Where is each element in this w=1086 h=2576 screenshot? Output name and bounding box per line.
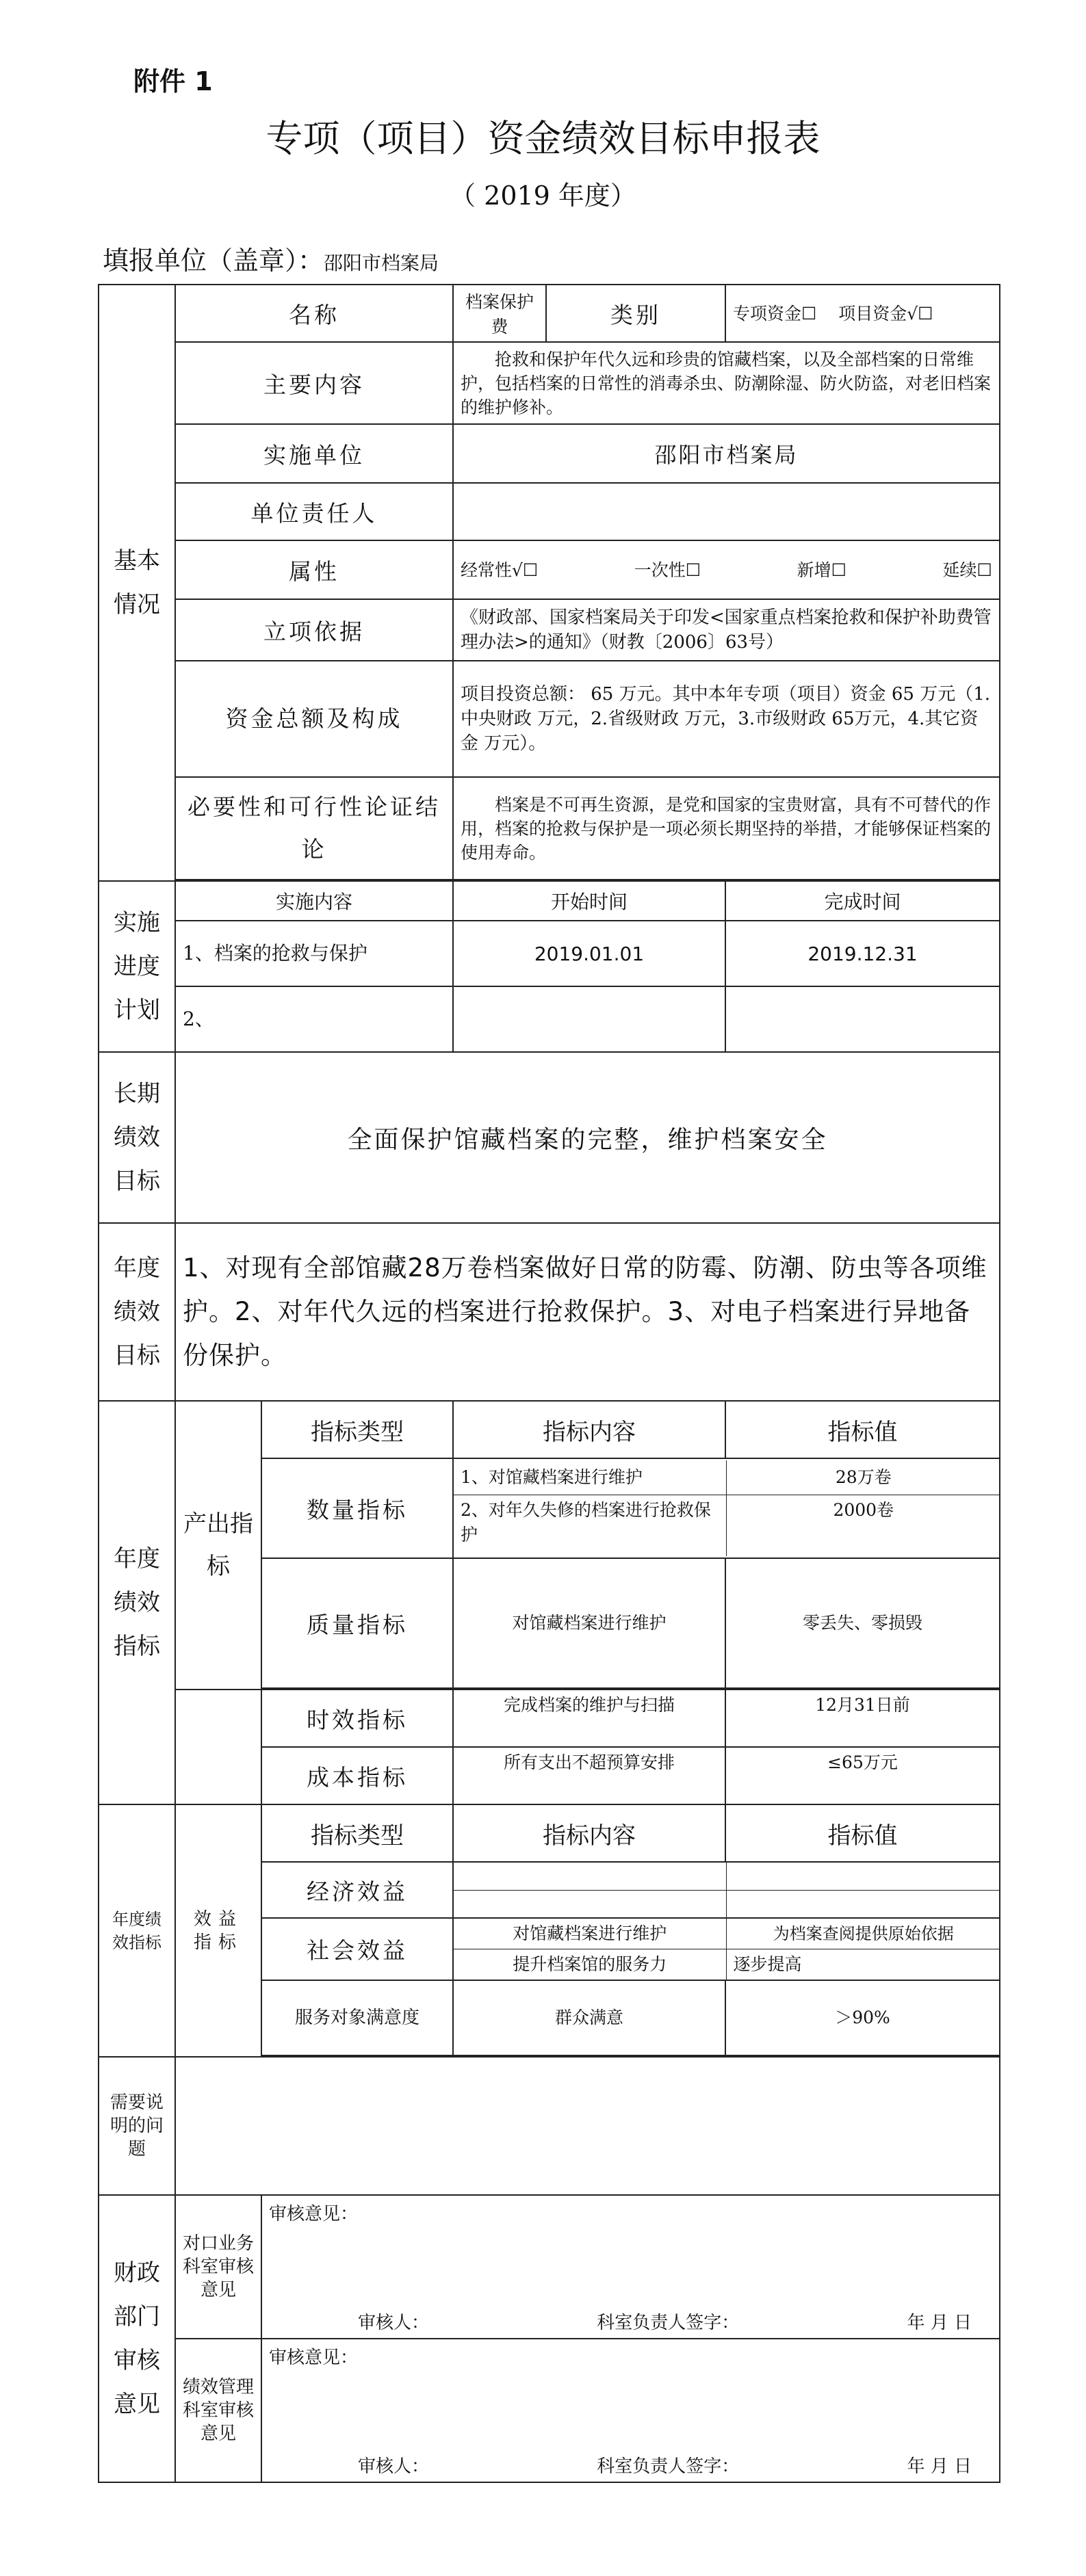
cost-value: ≤65万元	[725, 1747, 1000, 1804]
dept2-date-label: 年 月 日	[907, 2456, 972, 2477]
dept2-reviewer-label: 审核人：	[358, 2456, 430, 2477]
economic-value	[726, 1863, 1000, 1890]
content-label: 主要内容	[175, 342, 453, 424]
category-option-project: 项目资金√☐	[838, 303, 933, 324]
dept1-reviewer-label: 审核人：	[358, 2313, 430, 2333]
annual-goal-value: 1、对现有全部馆藏28万卷档案做好日常的防霉、防潮、防虫等各项维护。2、对年代久远的档案进行抢救保护。3、对电子档案进行异地备份保护。	[175, 1223, 1000, 1401]
benefit-col-content: 指标内容	[453, 1804, 725, 1862]
output-group-spacer	[175, 1690, 261, 1804]
attr-option-onetime: 一次性☐	[634, 560, 701, 580]
section-annual-goal: 年度绩效目标	[99, 1223, 175, 1401]
schedule-start: 2019.01.01	[453, 921, 725, 986]
attachment-label: 附件 1	[133, 66, 213, 96]
social-content: 对馆藏档案进行维护	[454, 1919, 726, 1949]
attribute-label: 属性	[175, 540, 453, 599]
basis-value: 《财政部、国家档案局关于印发<国家重点档案抢救和保护补助费管理办法>的通知》（财教〔2006〕63号）	[453, 599, 1000, 661]
page-title: 专项（项目）资金绩效目标申报表	[266, 117, 820, 160]
performance-form-table	[98, 284, 1000, 2483]
responsible-label: 单位责任人	[175, 483, 453, 540]
output-col-content: 指标内容	[453, 1401, 725, 1458]
attr-option-continued: 延续☐	[942, 560, 992, 580]
satisfaction-content: 群众满意	[453, 1980, 725, 2055]
output-group-label: 产出指标	[175, 1401, 261, 1690]
impl-unit-label: 实施单位	[175, 424, 453, 483]
schedule-end: 2019.12.31	[725, 921, 1000, 986]
quantity-row	[454, 1460, 1000, 1495]
category-label: 类别	[546, 285, 725, 342]
necessity-label: 必要性和可行性论证结论	[175, 777, 453, 880]
impl-unit-value: 邵阳市档案局	[453, 424, 1000, 483]
output-col-value: 指标值	[725, 1401, 1000, 1458]
dept2-label: 绩效管理科室审核意见	[175, 2339, 261, 2482]
attr-option-recurring: 经常性√☐	[461, 560, 539, 580]
dept1-label: 对口业务科室审核意见	[175, 2195, 261, 2339]
basis-label: 立项依据	[175, 599, 453, 661]
section-review: 财政部门审核意见	[99, 2195, 175, 2482]
quantity-row	[454, 1495, 1000, 1556]
notes-label: 需要说明的问题	[99, 2057, 175, 2195]
dept1-opinion-label: 审核意见：	[269, 2204, 359, 2224]
dept1-review	[261, 2195, 1000, 2339]
schedule-content: 1、档案的抢救与保护	[175, 921, 453, 986]
schedule-col-end: 完成时间	[725, 881, 1000, 921]
economic-content	[454, 1863, 726, 1890]
unit-label: 填报单位（盖章）：	[103, 246, 324, 276]
content-value: 抢救和保护年代久远和珍贵的馆藏档案，以及全部档案的日常维护，包括档案的日常性的消毒杀虫、防潮除湿、防火防盗，对老旧档案的维护修补。	[453, 342, 1000, 424]
funds-label: 资金总额及构成	[175, 661, 453, 777]
cost-content: 所有支出不超预算安排	[453, 1747, 725, 1804]
social-row	[454, 1919, 1000, 1949]
category-options	[725, 285, 1000, 342]
category-option-special: 专项资金☐	[733, 303, 817, 324]
section-longterm: 长期绩效目标	[99, 1052, 175, 1223]
quantity-value: 2000卷	[833, 1499, 894, 1520]
section-basic: 基本情况	[99, 285, 175, 881]
section-schedule: 实施进度计划	[99, 881, 175, 1052]
schedule-col-start: 开始时间	[453, 881, 725, 921]
attr-option-new: 新增☐	[797, 560, 847, 580]
unit-value: 邵阳市档案局	[324, 252, 439, 274]
social-rows	[453, 1918, 1000, 1980]
dept2-opinion-label: 审核意见：	[269, 2348, 359, 2368]
quantity-content: 1、对馆藏档案进行维护	[454, 1460, 726, 1495]
name-label: 名称	[175, 285, 453, 342]
economic-rows	[453, 1862, 1000, 1918]
social-value: 逐步提高	[733, 1954, 802, 1974]
schedule-content: 2、	[175, 986, 453, 1052]
timeliness-content: 完成档案的维护与扫描	[453, 1690, 725, 1747]
quantity-content: 2、对年久失修的档案进行抢救保护	[454, 1495, 726, 1556]
quantity-rows	[453, 1458, 1000, 1558]
schedule-row	[99, 921, 1000, 986]
social-label: 社会效益	[261, 1918, 453, 1980]
economic-label: 经济效益	[261, 1862, 453, 1918]
benefit-col-value: 指标值	[725, 1804, 1000, 1862]
schedule-col-content: 实施内容	[175, 881, 453, 921]
notes-value	[175, 2057, 1000, 2195]
benefit-col-type: 指标类型	[261, 1804, 453, 1862]
reporting-unit	[103, 239, 439, 277]
dept1-signature-line	[269, 2309, 992, 2334]
quality-content: 对馆藏档案进行维护	[453, 1558, 725, 1688]
economic-content	[454, 1890, 726, 1917]
dept1-date-label: 年 月 日	[907, 2313, 972, 2333]
output-col-type: 指标类型	[261, 1401, 453, 1458]
quantity-value: 28万卷	[726, 1460, 1000, 1495]
year-line: （ 2019 年度）	[450, 181, 636, 211]
schedule-start	[453, 986, 725, 1052]
social-row	[454, 1949, 1000, 1980]
satisfaction-value: ＞90%	[725, 1980, 1000, 2055]
dept2-head-sign-label: 科室负责人签字：	[597, 2456, 740, 2477]
quality-label: 质量指标	[261, 1558, 453, 1688]
dept2-signature-line	[269, 2452, 992, 2478]
name-value: 档案保护费	[453, 285, 546, 342]
social-content: 提升档案馆的服务力	[454, 1949, 726, 1980]
dept2-review	[261, 2339, 1000, 2482]
timeliness-value: 12月31日前	[725, 1690, 1000, 1747]
economic-value	[726, 1890, 1000, 1917]
schedule-row	[99, 986, 1000, 1052]
dept1-head-sign-label: 科室负责人签字：	[597, 2313, 740, 2333]
attribute-options	[453, 540, 1000, 599]
funds-value: 项目投资总额： 65 万元。其中本年专项（项目）资金 65 万元（1.中央财政 万元，2.省级财政 万元，3.市级财政 65万元，4.其它资金 万元）。	[453, 661, 1000, 777]
social-value: 为档案查阅提供原始依据	[726, 1919, 1000, 1949]
necessity-value: 档案是不可再生资源，是党和国家的宝贵财富，具有不可替代的作用，档案的抢救与保护是一项必须长期坚持的举措，才能够保证档案的使用寿命。	[453, 777, 1000, 880]
schedule-end	[725, 986, 1000, 1052]
quantity-label: 数量指标	[261, 1458, 453, 1558]
longterm-value: 全面保护馆藏档案的完整，维护档案安全	[175, 1052, 1000, 1223]
satisfaction-label: 服务对象满意度	[261, 1980, 453, 2055]
responsible-value	[453, 483, 1000, 540]
timeliness-label: 时效指标	[261, 1690, 453, 1747]
section-output-indicators: 年度绩效指标	[99, 1401, 175, 1804]
quality-value: 零丢失、零损毁	[725, 1558, 1000, 1688]
benefit-group-label: 效益指标	[175, 1804, 261, 2057]
cost-label: 成本指标	[261, 1747, 453, 1804]
section-benefit-indicators: 年度绩效指标	[99, 1804, 175, 2057]
